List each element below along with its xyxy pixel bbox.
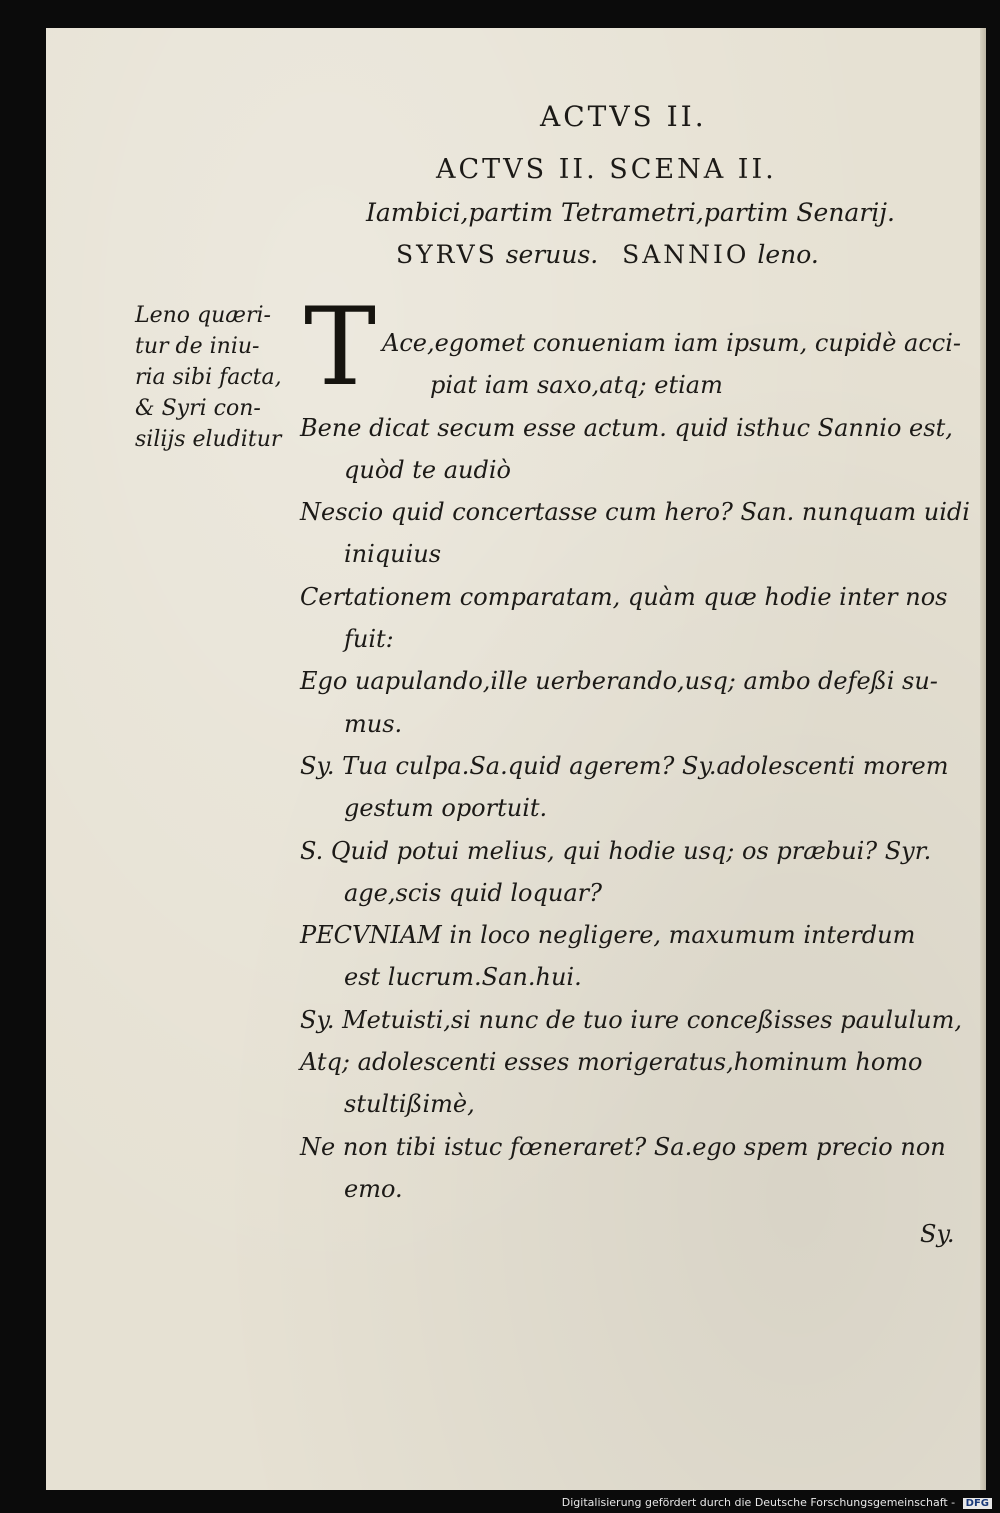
- page-edge: [980, 28, 986, 1490]
- verse-text: [300, 322, 980, 1210]
- dfg-logo-icon: DFG: [963, 1498, 992, 1509]
- drop-cap: T: [304, 285, 377, 410]
- dramatis-personae: [396, 240, 819, 269]
- verse-line: quòd te audiò: [344, 455, 511, 484]
- marginal-note-line: silijs eluditur: [135, 427, 282, 452]
- verse-line: Atq; adolescenti esses morigeratus,hominum homo: [300, 1048, 923, 1077]
- catchword: Sy.: [920, 1220, 955, 1248]
- verse-line: fuit:: [344, 625, 394, 654]
- marginal-note: [135, 300, 300, 455]
- verse-line: Sy. Metuisti,si nunc de tuo iure conceßisses paululum,: [300, 1005, 963, 1034]
- verse-line: age,scis quid loquar?: [344, 878, 602, 907]
- verse-line: Nescio quid concertasse cum hero? San. nunquam uidi: [300, 498, 970, 527]
- verse-line: Ne non tibi istuc fœneraret? Sa.ego spem precio non: [300, 1132, 946, 1161]
- credit-text: Digitalisierung gefördert durch die Deutsche Forschungsgemeinschaft -: [561, 1496, 956, 1509]
- running-head: ACTVS II.: [540, 100, 707, 133]
- marginal-note-line: & Syri con-: [135, 396, 261, 421]
- verse-line: piat iam saxo,atq; etiam: [430, 371, 723, 400]
- person-sannio: SANNIO: [622, 240, 750, 269]
- person-sannio-role: leno.: [757, 240, 819, 269]
- marginal-note-line: Leno quæri-: [135, 303, 271, 328]
- verse-line: est lucrum.San.hui.: [344, 963, 582, 992]
- verse-line: Ego uapulando,ille uerberando,usq; ambo defeßi su-: [300, 667, 938, 696]
- scene-heading: ACTVS II. SCENA II.: [436, 154, 777, 185]
- verse-line: Sy. Tua culpa.Sa.quid agerem? Sy.adolescenti morem: [300, 751, 949, 780]
- marginal-note-line: ria sibi facta,: [135, 365, 282, 390]
- verse-line: S. Quid potui melius, qui hodie usq; os præbui? Syr.: [300, 836, 932, 865]
- person-syrus: SYRVS: [396, 240, 498, 269]
- verse-line: stultißimè,: [344, 1090, 475, 1119]
- verse-line: Bene dicat secum esse actum. quid isthuc Sannio est,: [300, 413, 953, 442]
- verse-line: iniquius: [344, 540, 442, 569]
- person-syrus-role: seruus.: [505, 240, 599, 269]
- marginal-note-line: tur de iniu-: [135, 334, 260, 359]
- verse-line: Certationem comparatam, quàm quæ hodie inter nos: [300, 582, 948, 611]
- digitization-credit: [562, 1496, 992, 1509]
- verse-line: mus.: [344, 709, 403, 738]
- verse-line: PECVNIAM in loco negligere, maxumum interdum: [300, 921, 916, 950]
- meter-line: Iambici,partim Tetrametri,partim Senarij.: [366, 198, 895, 227]
- verse-line: Ace,egomet conueniam iam ipsum, cupidè acci-: [382, 329, 961, 357]
- verse-line: emo.: [344, 1174, 403, 1203]
- verse-line: gestum oportuit.: [344, 794, 548, 823]
